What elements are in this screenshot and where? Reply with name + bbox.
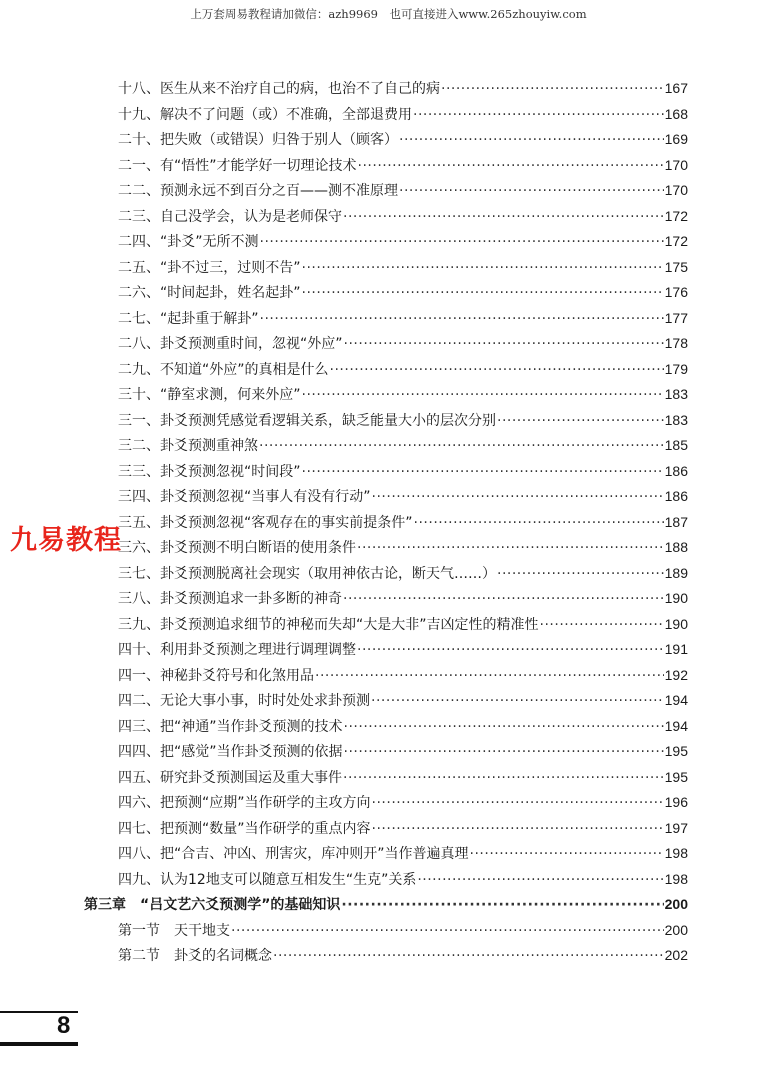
toc-entry-title: 三一、卦爻预测凭感觉看逻辑关系，缺乏能量大小的层次分别	[118, 412, 496, 429]
toc-leader-dots	[344, 332, 664, 358]
toc-entry-page: 190	[664, 590, 688, 606]
toc-leader-dots	[414, 511, 664, 537]
toc-entry	[118, 357, 688, 383]
toc-section-page: 200	[664, 921, 688, 938]
toc-leader-dots	[441, 77, 664, 103]
toc-leader-dots	[413, 103, 664, 129]
toc-entry	[118, 688, 688, 714]
toc-leader-dots	[371, 689, 664, 715]
toc-chapter-title: 第三章 “吕文艺六爻预测学”的基础知识	[84, 897, 341, 913]
toc-entry-page: 178	[664, 335, 688, 351]
toc-entry	[118, 153, 688, 179]
toc-leader-dots	[399, 128, 664, 154]
toc-entry-title: 三二、卦爻预测重神煞	[118, 438, 258, 454]
toc-entry	[118, 280, 688, 306]
toc-entry-title: 三四、卦爻预测忽视“当事人有没有行动”	[118, 489, 371, 505]
toc-entry-title: 二七、“起卦重于解卦”	[118, 310, 259, 327]
toc-entry-title: 四四、把“感觉”当作卦爻预测的依据	[118, 744, 343, 760]
toc-entry-title: 四七、把预测“数量”当作研学的重点内容	[118, 820, 371, 837]
page-header: 上万套周易教程请加微信：azh9969 也可直接进入www.265zhouyiw.com	[190, 7, 587, 21]
toc-entry	[118, 612, 688, 638]
toc-leader-dots	[357, 536, 664, 562]
toc-entry-page: 195	[664, 743, 688, 759]
toc-leader-dots	[302, 460, 664, 486]
toc-entry	[118, 510, 688, 536]
toc-entry-title: 四五、研究卦爻预测国运及重大事件	[118, 769, 342, 786]
toc-section-title: 第一节 天干地支	[118, 922, 230, 939]
toc-entry-page: 172	[664, 207, 688, 224]
toc-entry-title: 三九、卦爻预测追求细节的神秘而失却“大是大非”吉凶定性的精准性	[118, 616, 539, 633]
toc-leader-dots	[231, 919, 664, 945]
toc-entry-page: 175	[664, 258, 688, 275]
toc-entry-page: 169	[664, 131, 688, 147]
toc-entry-title: 四二、无论大事小事，时时处处求卦预测	[118, 693, 370, 709]
toc-entry-page: 198	[664, 845, 688, 861]
toc-entry-page: 188	[664, 539, 688, 555]
toc-leader-dots	[302, 256, 664, 282]
toc-entry	[118, 714, 688, 740]
toc-entry-title: 四九、认为12地支可以随意互相发生“生克”关系	[118, 871, 417, 888]
toc-leader-dots	[497, 409, 664, 435]
toc-entry-page: 186	[664, 488, 688, 504]
toc-leader-dots	[357, 638, 664, 664]
toc-entry	[118, 535, 688, 561]
toc-entry-page: 198	[664, 870, 688, 887]
toc-entry-page: 194	[664, 692, 688, 708]
toc-entry-page: 172	[664, 233, 688, 249]
toc-entry	[118, 306, 688, 332]
toc-entry	[118, 484, 688, 510]
toc-leader-dots	[260, 307, 664, 333]
toc-entry-page: 183	[664, 411, 688, 428]
toc-entry-page: 196	[664, 794, 688, 810]
toc-entry-title: 三五、卦爻预测忽视“客观存在的事实前提条件”	[118, 514, 413, 531]
toc-section-entry	[118, 918, 688, 944]
toc-chapter-entry	[84, 892, 688, 918]
toc-entry	[118, 637, 688, 663]
toc-entry-title: 三六、卦爻预测不明白断语的使用条件	[118, 540, 356, 556]
toc-entry-title: 四八、把“合吉、冲凶、刑害灾，库冲则开”当作普遍真理	[118, 846, 469, 862]
toc-entry	[118, 790, 688, 816]
toc-entry-page: 183	[664, 386, 688, 402]
toc-entry-page: 189	[664, 564, 688, 581]
toc-entry-title: 四三、把“神通”当作卦爻预测的技术	[118, 718, 343, 735]
toc-entry-page: 170	[664, 182, 688, 198]
toc-leader-dots	[344, 715, 664, 741]
toc-leader-dots	[343, 766, 664, 792]
toc-entry-page: 185	[664, 437, 688, 453]
toc-entry-title: 三七、卦爻预测脱离社会现实（取用神依古论，断天气……）	[118, 565, 496, 582]
toc-entry-page: 186	[664, 462, 688, 479]
toc-entry-page: 168	[664, 105, 688, 122]
toc-entry-title: 二三、自己没学会，认为是老师保守	[118, 208, 342, 225]
toc-leader-dots	[470, 842, 664, 868]
toc-entry	[118, 816, 688, 842]
toc-entry-page: 195	[664, 768, 688, 785]
toc-entry	[118, 586, 688, 612]
toc-entry-title: 二一、有“悟性”才能学好一切理论技术	[118, 157, 357, 174]
toc-entry-title: 二八、卦爻预测重时间，忽视“外应”	[118, 336, 343, 352]
toc-entry	[118, 765, 688, 791]
toc-entry-page: 191	[664, 641, 688, 657]
toc-leader-dots	[259, 434, 664, 460]
toc-entry	[118, 178, 688, 204]
toc-entry-title: 二二、预测永远不到百分之百——测不准原理	[118, 183, 398, 199]
toc-entry	[118, 76, 688, 102]
toc-entry-title: 四六、把预测“应期”当作研学的主攻方向	[118, 795, 371, 811]
toc-entry	[118, 229, 688, 255]
toc-entry-page: 167	[664, 80, 688, 96]
toc-entry-title: 二九、不知道“外应”的真相是什么	[118, 361, 329, 378]
toc-entry	[118, 331, 688, 357]
toc-leader-dots	[343, 587, 664, 613]
toc-entry	[118, 841, 688, 867]
toc-entry-page: 170	[664, 156, 688, 173]
toc-leader-dots	[540, 613, 664, 639]
toc-entry	[118, 663, 688, 689]
page-number: 8	[57, 1012, 71, 1039]
toc-entry	[118, 867, 688, 893]
toc-section-page: 202	[664, 947, 688, 963]
toc-leader-dots	[497, 562, 664, 588]
toc-entry	[118, 459, 688, 485]
toc-leader-dots	[344, 740, 664, 766]
toc-entry-page: 190	[664, 615, 688, 632]
toc-entry	[118, 408, 688, 434]
toc-chapter-page: 200	[664, 896, 688, 912]
toc-entry-title: 二十、把失败（或错误）归咎于别人（顾客）	[118, 132, 398, 148]
toc-entry-page: 187	[664, 513, 688, 530]
toc-section-entry	[118, 943, 688, 969]
toc-leader-dots	[273, 944, 664, 970]
toc-leader-dots	[372, 817, 664, 843]
toc-leader-dots	[372, 791, 664, 817]
toc-entry-title: 十九、解决不了问题（或）不准确，全部退费用	[118, 106, 412, 123]
toc-entry	[118, 561, 688, 587]
toc-entry-title: 三十、“静室求测，何来外应”	[118, 387, 301, 403]
toc-entry-title: 十八、医生从来不治疗自己的病，也治不了自己的病	[118, 81, 440, 97]
footer-rule-thick	[0, 1042, 78, 1046]
toc-leader-dots	[372, 485, 664, 511]
toc-leader-dots	[417, 868, 663, 894]
toc-entry-title: 二五、“卦不过三，过则不告”	[118, 259, 301, 276]
toc-leader-dots	[330, 358, 664, 384]
toc-entry-title: 三三、卦爻预测忽视“时间段”	[118, 463, 301, 480]
toc-leader-dots	[341, 893, 663, 919]
toc-entry-page: 194	[664, 717, 688, 734]
toc-entry-page: 179	[664, 360, 688, 377]
toc-leader-dots	[343, 205, 664, 231]
toc-entry	[118, 102, 688, 128]
toc-entry	[118, 204, 688, 230]
toc-entry-title: 二四、“卦爻”无所不测	[118, 234, 259, 250]
toc-leader-dots	[260, 230, 664, 256]
watermark-logo: 九易教程	[10, 525, 122, 556]
toc-section-title: 第二节 卦爻的名词概念	[118, 948, 272, 964]
toc-leader-dots	[399, 179, 664, 205]
toc-entry-title: 四一、神秘卦爻符号和化煞用品	[118, 667, 314, 684]
toc-entry-title: 三八、卦爻预测追求一卦多断的神奇	[118, 591, 342, 607]
toc-entry-title: 四十、利用卦爻预测之理进行调理调整	[118, 642, 356, 658]
toc-entry-page: 176	[664, 284, 688, 300]
toc-entry	[118, 127, 688, 153]
toc-leader-dots	[302, 383, 664, 409]
toc-entry	[118, 433, 688, 459]
toc-entry-title: 二六、“时间起卦，姓名起卦”	[118, 285, 301, 301]
toc-entry-page: 177	[664, 309, 688, 326]
toc-entry	[118, 739, 688, 765]
toc-leader-dots	[315, 664, 664, 690]
toc-entry-page: 192	[664, 666, 688, 683]
toc-entry	[118, 255, 688, 281]
toc-entry	[118, 382, 688, 408]
toc-leader-dots	[358, 154, 664, 180]
toc-entry-page: 197	[664, 819, 688, 836]
toc-leader-dots	[302, 281, 664, 307]
